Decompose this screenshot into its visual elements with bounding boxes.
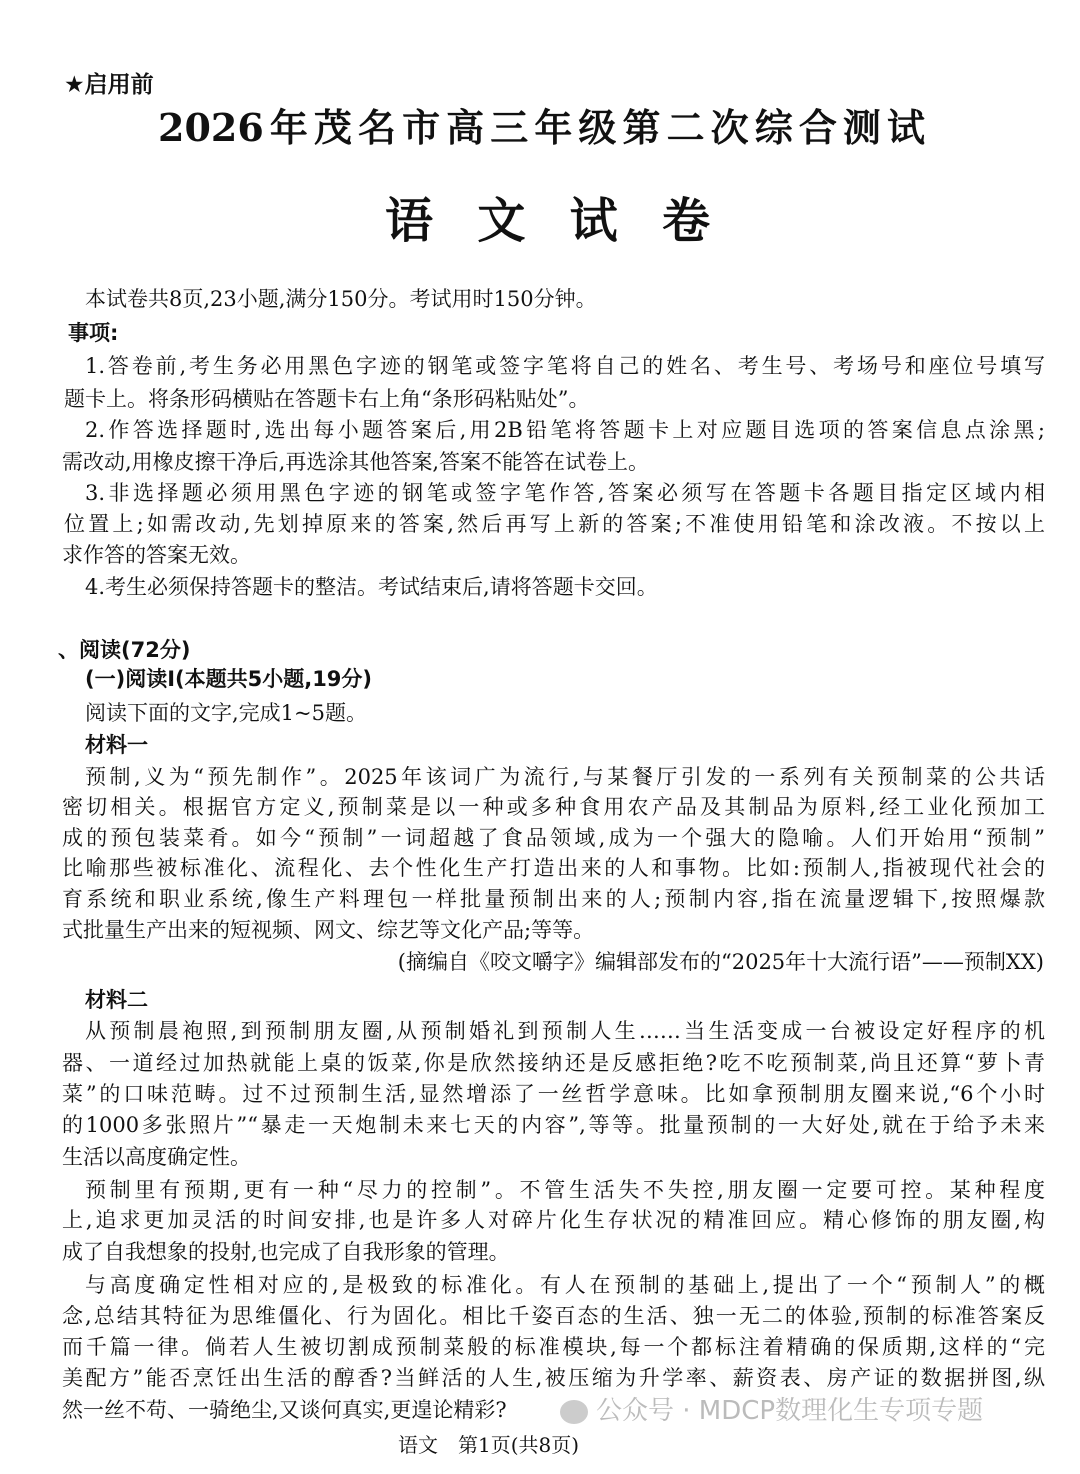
page-footer: 语文 第1页(共8页) — [398, 1433, 580, 1457]
notice-line: 需改动,用橡皮擦干净后,再选涂其他答案,答案不能答在试卷上。 — [62, 450, 650, 474]
instruction: 阅读下面的文字,完成1~5题。 — [85, 701, 367, 725]
secret-mark: ★启用前 — [64, 72, 154, 98]
paragraph-line: 育系统和职业系统,像生产料理包一样批量预制出来的人;预制内容,指在流量逻辑下,按照爆款 — [62, 887, 1045, 911]
material1-source: (摘编自《咬文嚼字》编辑部发布的“2025年十大流行语”——预制XX) — [397, 950, 1044, 974]
notice-line: 3.非选择题必须用黑色字迹的钢笔或签字笔作答,答案必须写在答题卡各题目指定区域内相 — [85, 481, 1045, 505]
section-heading: 、阅读(72分) — [58, 638, 191, 662]
material2-label: 材料二 — [85, 988, 148, 1012]
exam-subtitle: 语文试卷 — [385, 193, 710, 249]
paragraph-line: 而千篇一律。倘若人生被切割成预制菜般的标准模块,每一个都标注着精确的保质期,这样的“完 — [62, 1335, 1045, 1359]
paragraph-line: 预制,义为“预先制作”。2025年该词广为流行,与某餐厅引发的一系列有关预制菜的公共话 — [85, 765, 1045, 789]
notice-line: 4.考生必须保持答题卡的整洁。考试结束后,请将答题卡交回。 — [85, 575, 658, 599]
notice-line: 位置上;如需改动,先划掉原来的答案,然后再写上新的答案;不准使用铅笔和涂改液。不按以上 — [64, 512, 1045, 536]
watermark — [560, 1390, 1080, 1430]
paragraph-line: 生活以高度确定性。 — [62, 1145, 251, 1169]
exam-info: 本试卷共8页,23小题,满分150分。考试用时150分钟。 — [85, 287, 597, 311]
paragraph-line: 密切相关。根据官方定义,预制菜是以一种或多种食用农产品及其制品为原料,经工业化预加工 — [62, 795, 1045, 819]
notice-line: 2.作答选择题时,选出每小题答案后,用2B铅笔将答题卡上对应题目选项的答案信息点涂黑; — [85, 418, 1045, 442]
paragraph-line: 从预制晨袍照,到预制朋友圈,从预制婚礼到预制人生……当生活变成一台被设定好程序的机 — [85, 1019, 1045, 1043]
paragraph-line: 菜”的口味范畴。过不过预制生活,显然增添了一丝哲学意味。比如拿预制朋友圈来说,“6个小时 — [62, 1082, 1045, 1106]
paragraph-line: 成了自我想象的投射,也完成了自我形象的管理。 — [62, 1240, 510, 1264]
wechat-icon — [560, 1400, 588, 1424]
paragraph-line: 成的预包装菜肴。如今“预制”一词超越了食品领域,成为一个强大的隐喻。人们开始用“预制” — [62, 826, 1045, 850]
paragraph-line: 美配方”能否烹饪出生活的醇香?当鲜活的人生,被压缩为升学率、薪资表、房产证的数据拼图,纵 — [62, 1366, 1045, 1390]
sub-heading: (一)阅读Ⅰ(本题共5小题,19分) — [85, 667, 373, 691]
paragraph-line: 上,追求更加灵活的时间安排,也是许多人对碎片化生存状况的精准回应。精心修饰的朋友圈,构 — [62, 1208, 1045, 1232]
paragraph-line: 的1000多张照片”“暴走一天炮制未来七天的内容”,等等。批量预制的一大好处,就在于给予未来 — [62, 1113, 1045, 1137]
paragraph-line: 念,总结其特征为思维僵化、行为固化。相比千姿百态的生活、独一无二的体验,预制的标准答案反 — [62, 1304, 1045, 1328]
paragraph-line: 式批量生产出来的短视频、网文、综艺等文化产品;等等。 — [62, 918, 595, 942]
paragraph-line: 与高度确定性相对应的,是极致的标准化。有人在预制的基础上,提出了一个“预制人”的概 — [85, 1273, 1045, 1297]
notice-line: 题卡上。将条形码横贴在答题卡右上角“条形码粘贴处”。 — [64, 387, 590, 411]
paragraph-line: 器、一道经过加热就能上桌的饭菜,你是欣然接纳还是反感拒绝?吃不吃预制菜,尚且还算“萝卜青 — [62, 1051, 1045, 1075]
exam-title: 2026年茂名市高三年级第二次综合测试 — [158, 105, 925, 150]
notice-line: 1.答卷前,考生务必用黑色字迹的钢笔或签字笔将自己的姓名、考生号、考场号和座位号填写 — [85, 354, 1045, 378]
paragraph-line: 比喻那些被标准化、流程化、去个性化生产打造出来的人和事物。比如:预制人,指被现代社会的 — [62, 856, 1045, 880]
paragraph-line: 然一丝不苟、一骑绝尘,又谈何真实,更遑论精彩? — [62, 1398, 507, 1422]
material1-label: 材料一 — [85, 733, 148, 757]
notice-heading: 事项: — [68, 321, 119, 345]
paragraph-line: 预制里有预期,更有一种“尽力的控制”。不管生活失不失控,朋友圈一定要可控。某种程度 — [85, 1178, 1045, 1202]
watermark-text: 公众号 · MDCP数理化生专项专题 — [596, 1396, 984, 1426]
notice-line: 求作答的答案无效。 — [62, 543, 251, 567]
